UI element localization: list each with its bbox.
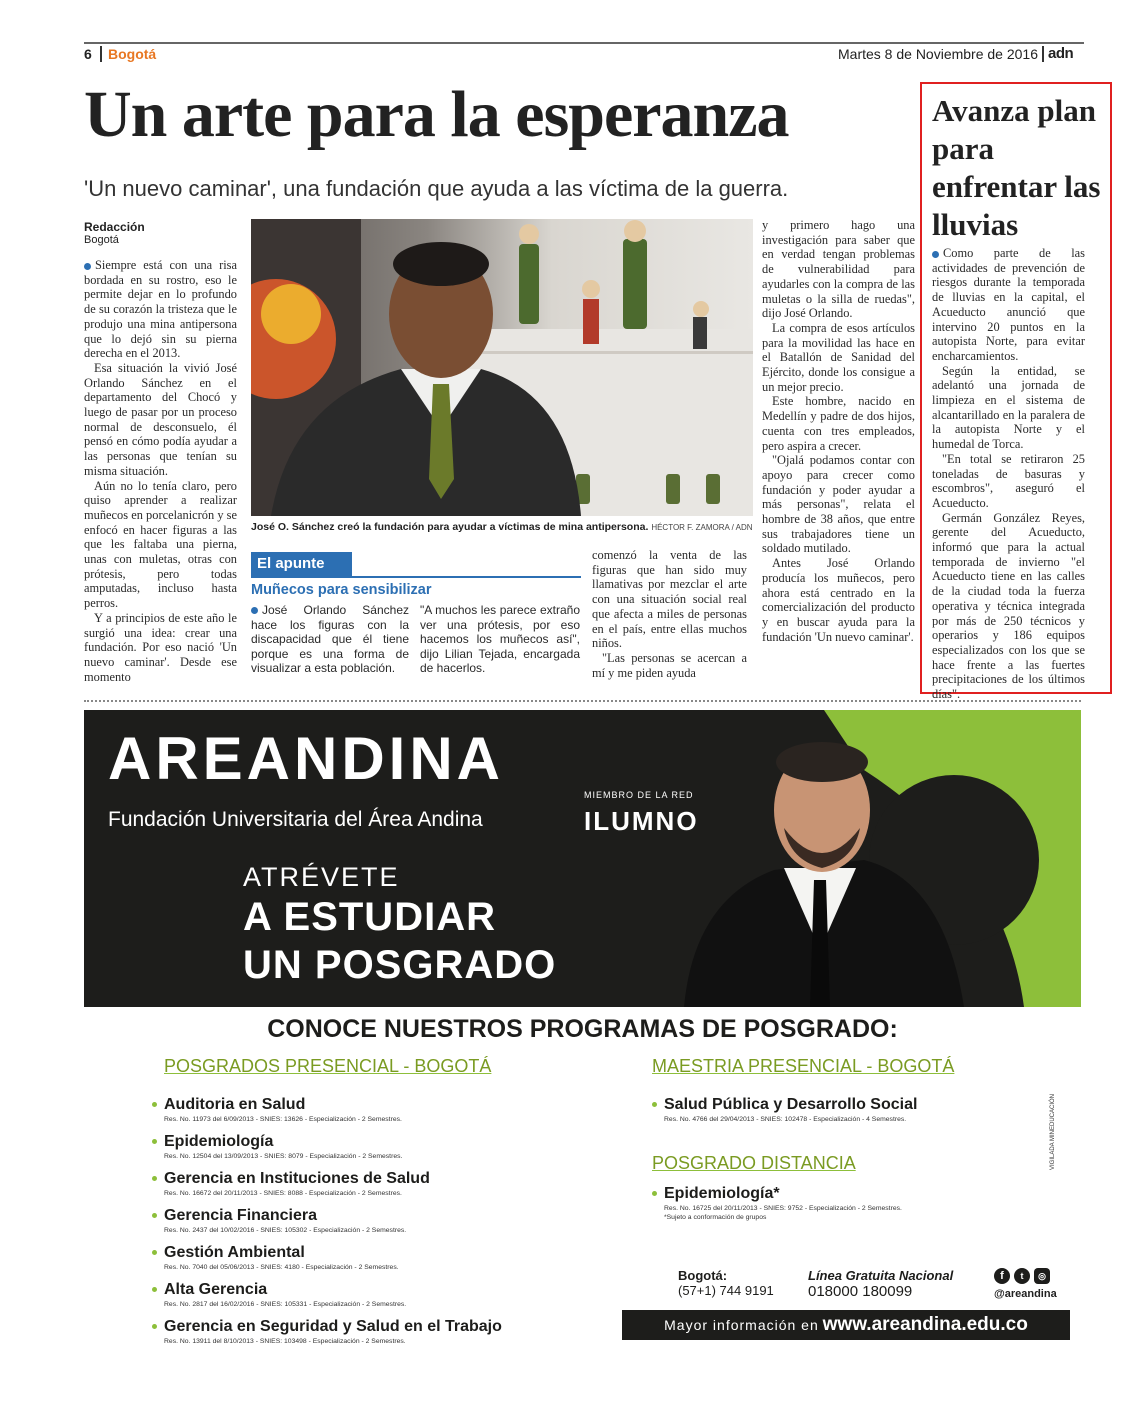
article-subhead: 'Un nuevo caminar', una fundación que ayuda a las víctima de la guerra.: [84, 176, 789, 201]
apunte-title: Muñecos para sensibilizar: [251, 582, 432, 598]
header-separator: [100, 46, 102, 62]
contact-bogota: [678, 1268, 774, 1298]
brand-logo: adn: [1048, 45, 1074, 62]
twitter-icon[interactable]: t: [1014, 1268, 1030, 1284]
bullet-icon: [152, 1287, 157, 1292]
paragraph: Antes José Orlando producía los muñecos, pero ahora está centrado en la comercialización del producto y en buscar ayuda para la fundación 'Un nuevo caminar'.: [762, 556, 915, 644]
bullet-icon: [152, 1250, 157, 1255]
header-rule: [84, 42, 1084, 44]
contact-phone: 018000 180099: [808, 1283, 913, 1300]
ad-separator: [84, 700, 1081, 702]
paragraph: "Ojalá podamos contar con apoyo para crecer como fundación y poder ayudar a más personas", relata el hombre de 38 años, que entre sus trabajadores tiene un soldado mutilado.: [762, 453, 915, 556]
paragraph: José Orlando Sánchez hace los figuras con la discapacidad que él tiene porque es una forma de visualizar a esta población.: [251, 603, 409, 676]
contact-label: Bogotá:: [678, 1268, 728, 1283]
apunte-rule: [251, 576, 581, 578]
program-item: Auditoria en Salud Res. No. 11973 del 6/09/2013 - SNIES: 13626 - Especialización - 2 Semestres.: [152, 1096, 402, 1123]
article-photo: [251, 219, 753, 516]
bullet-icon: [152, 1176, 157, 1181]
sidebar-headline: Avanza plan para enfrentar las lluvias: [932, 93, 1101, 242]
paragraph: Esa situación la vivió José Orlando Sánchez en el departamento del Chocó y luego de pasar por un proceso normal de desconsuelo, él pensó en cómo podía ayudar a las personas que tenían su misma situación.: [84, 360, 237, 478]
byline-author: Redacción: [84, 220, 145, 234]
paragraph: "A muchos les parece extraño ver una prótesis, por eso hacemos los muñecos así", dijo Lilian Tejada, encargada de hacerlos.: [420, 603, 580, 676]
ad-programs-heading: CONOCE NUESTROS PROGRAMAS DE POSGRADO:: [267, 1015, 898, 1043]
paragraph: "Las personas se acercan a mí y me piden ayuda: [592, 650, 747, 680]
program-item: Gestión Ambiental Res. No. 7040 del 05/06/2013 - SNIES: 4180 - Especialización - 2 Semestres.: [152, 1244, 399, 1271]
bullet-icon: [152, 1102, 157, 1107]
program-item: Epidemiología* Res. No. 16725 del 20/11/2013 - SNIES: 9752 - Especialización - 2 Semestres. *Sujeto a conformación de grupos: [652, 1185, 902, 1221]
paragraph: Este hombre, nacido en Medellín y padre de dos hijos, cuenta con tres empleados, pero aspira a crecer.: [762, 394, 915, 453]
facebook-icon[interactable]: f: [994, 1268, 1010, 1284]
ad-member-label: MIEMBRO DE LA RED: [584, 790, 694, 800]
ad-tagline-2: A ESTUDIAR: [243, 895, 496, 939]
byline-city: Bogotá: [84, 234, 119, 246]
contact-national: [808, 1268, 953, 1300]
contact-phone: (57+1) 744 9191: [678, 1283, 774, 1298]
paragraph: La compra de esos artículos para la movilidad las hace en el Batallón de Sanidad del Ejército, donde los consigue a un mejor precio.: [762, 320, 915, 394]
ad-heading-distancia: POSGRADO DISTANCIA: [652, 1153, 856, 1173]
apunte-column-2: [420, 603, 580, 676]
paragraph: "En total se retiraron 25 toneladas de basuras y escombros", aseguró el Acueducto.: [932, 451, 1085, 510]
article-column-1: [84, 258, 237, 684]
paragraph: Según la entidad, se adelantó una jornada de limpieza en el sistema de alcantarillado en la paralera de la autopista Norte y el humedal de Torca.: [932, 363, 1085, 452]
paragraph: Como parte de las actividades de prevención de riesgos durante la temporada de lluvias en la capital, el Acueducto anunció que intervino 20 puntos en la autopista Norte, para evitar encharcamientos.: [932, 246, 1085, 363]
ad-heading-presencial: POSGRADOS PRESENCIAL - BOGOTÁ: [164, 1056, 492, 1076]
section-name: Bogotá: [108, 46, 157, 62]
sidebar-body: [932, 246, 1085, 702]
program-item: Gerencia Financiera Res. No. 2437 del 10/02/2016 - SNIES: 105302 - Especialización - 2 Semestres.: [152, 1207, 406, 1234]
ad-tagline-3: UN POSGRADO: [243, 943, 557, 987]
article-column-4: [762, 218, 915, 644]
ad-logo: AREANDINA: [108, 725, 504, 792]
photo-illustration: [251, 219, 753, 516]
paragraph: Germán González Reyes, gerente del Acueducto, informó que para la actual temporada de invierno "el Acueducto tiene en las calles de la ciudad toda la fuerza operativa y técnica integrada por más de 250 técnicos y operarios y 186 equipos especializados con los que se hace frente a las fuertes precipitaciones de los últimos días".: [932, 510, 1085, 702]
ad-institution-name: Fundación Universitaria del Área Andina: [108, 808, 483, 831]
page-number: 6: [84, 46, 92, 62]
program-item: Gerencia en Seguridad y Salud en el Trabajo Res. No. 13911 del 8/10/2013 - SNIES: 103498 - Especialización - 2 Semestres.: [152, 1318, 502, 1345]
paragraph: Y a principios de este año le surgió una idea: crear una fundación. Por eso nació 'Un nuevo caminar'. Desde ese momento: [84, 610, 237, 684]
social-handle: @areandina: [994, 1288, 1057, 1300]
ad-tagline-1: ATRÉVETE: [243, 862, 400, 892]
article-column-3: [592, 548, 747, 680]
program-item: Salud Pública y Desarrollo Social Res. No. 4766 del 29/04/2013 - SNIES: 102478 - Especialización - 4 Semestres.: [652, 1096, 917, 1123]
social-icons: [994, 1266, 1050, 1284]
apunte-tag: El apunte: [251, 552, 352, 576]
bullet-icon: [152, 1324, 157, 1329]
header-separator: [1042, 46, 1044, 62]
bullet-icon: [652, 1102, 657, 1107]
bullet-icon: [932, 251, 939, 258]
paragraph: comenzó la venta de las figuras que han sido muy llamativas por mezclar el arte con una situación social real que afecta a miles de personas en el país, entre ellas muchos niños.: [592, 548, 747, 651]
paragraph: y primero hago una investigación para saber que en verdad tengan problemas de vulnerabilidad para ayudarles con la compra de las muletas o la silla de ruedas", dijo José Orlando.: [762, 218, 915, 321]
paragraph: Aún no lo tenía claro, pero quiso aprender a realizar muñecos en porcelanicrón y se enfocó en hacer figuras a las que les faltaba una pierna, unas con muletas, otras con prótesis, pero todas amputadas, incluso hasta perros.: [84, 478, 237, 611]
bullet-icon: [152, 1139, 157, 1144]
apunte-column-1: [251, 603, 409, 676]
instagram-icon[interactable]: ◎: [1034, 1268, 1050, 1284]
article-headline: Un arte para la esperanza: [84, 78, 789, 151]
more-info-label: Mayor información en: [664, 1317, 819, 1333]
vigilada-label: VIGILADA MINEDUCACIÓN: [1050, 1093, 1056, 1170]
program-item: Gerencia en Instituciones de Salud Res. No. 16672 del 20/11/2013 - SNIES: 8088 - Especialización - 2 Semestres.: [152, 1170, 430, 1197]
photo-credit: HÉCTOR F. ZAMORA / ADN: [651, 523, 753, 532]
photo-caption: José O. Sánchez creó la fundación para ayudar a víctimas de mina antipersona. HÉCTOR F. ZAMORA / ADN: [251, 521, 753, 533]
paragraph: Siempre está con una risa bordada en su rostro, eso le permite dejar en lo profundo de su corazón la tristeza que le produjo una mina antipersona que lo dejó sin su pierna derecha en el 2013.: [84, 258, 237, 361]
bullet-icon: [152, 1213, 157, 1218]
ad-heading-maestria: MAESTRIA PRESENCIAL - BOGOTÁ: [652, 1056, 955, 1076]
issue-date: Martes 8 de Noviembre de 2016: [838, 46, 1038, 62]
program-item: Epidemiología Res. No. 12504 del 13/09/2013 - SNIES: 8079 - Especialización - 2 Semestres.: [152, 1133, 402, 1160]
bullet-icon: [84, 263, 91, 270]
bullet-icon: [251, 607, 258, 614]
program-item: Alta Gerencia Res. No. 2817 del 16/02/2016 - SNIES: 105331 - Especialización - 2 Semestres.: [152, 1281, 406, 1308]
ad-url-bar[interactable]: [622, 1310, 1070, 1340]
contact-label: Línea Gratuita Nacional: [808, 1268, 954, 1283]
bullet-icon: [652, 1191, 657, 1196]
ad-network-logo: ILUMNO: [584, 806, 699, 836]
website-link[interactable]: www.areandina.edu.co: [822, 1314, 1028, 1335]
